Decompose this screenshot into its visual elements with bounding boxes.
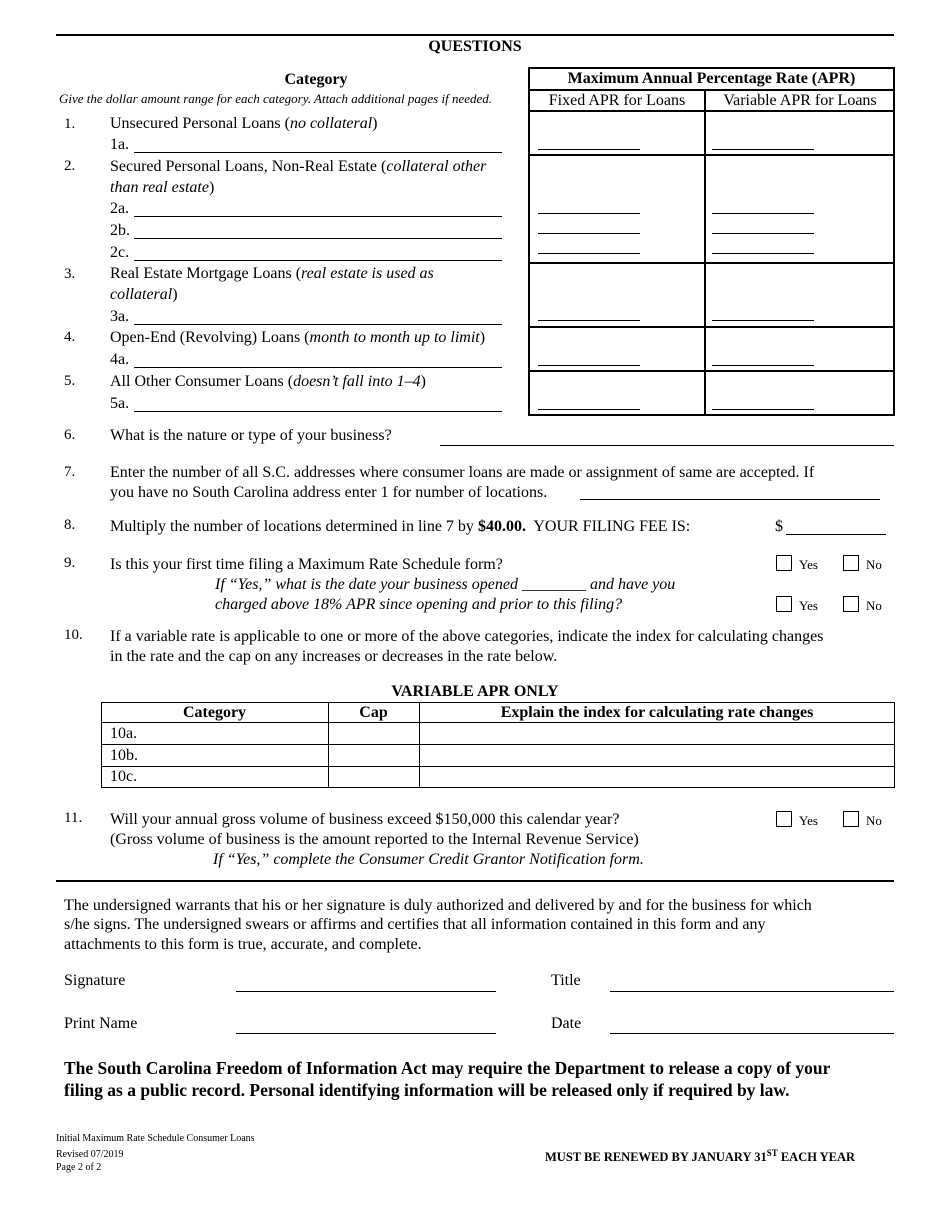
q1a-field[interactable]: [134, 152, 502, 153]
q2b-field[interactable]: [134, 238, 502, 239]
signature-field[interactable]: [236, 991, 496, 992]
locations-count-field[interactable]: [580, 499, 880, 500]
q2a-field[interactable]: [134, 216, 502, 217]
q2-label-italic2: than real estate: [110, 179, 209, 196]
apr-variable-2a[interactable]: [712, 213, 814, 214]
foia-line2: filing as a public record. Personal identifying information will be released only if required by law.: [64, 1080, 790, 1100]
renewal-sup: ST: [766, 1148, 778, 1158]
q8-amount: $40.00.: [477, 518, 526, 535]
apr-row-rule: [528, 326, 895, 328]
q8-number: 8.: [64, 517, 76, 533]
footer-form-name: Initial Maximum Rate Schedule Consumer Loans: [56, 1133, 255, 1144]
q9-yes-label: Yes: [799, 557, 818, 572]
apr-row-rule: [528, 154, 895, 156]
apr-fixed-5a[interactable]: [538, 409, 640, 410]
q8-label: Multiply the number of locations determined in line 7 by: [110, 518, 478, 535]
apr-variable-3a[interactable]: [712, 320, 814, 321]
apr-fixed-4a[interactable]: [538, 365, 640, 366]
q2-text-line2: [110, 178, 214, 198]
var-row-rule: [101, 744, 895, 745]
signature-label: Signature: [64, 972, 126, 989]
apr-table: [528, 67, 895, 416]
q3-label-end: ): [172, 286, 178, 303]
date-label: Date: [551, 1015, 582, 1032]
q5a-field[interactable]: [134, 411, 502, 412]
q9-no-checkbox[interactable]: [843, 555, 859, 571]
q10-line1: If a variable rate is applicable to one or more of the above categories, indicate the index for calculating changes: [110, 628, 824, 645]
q4-label-italic: month to month up to limit: [309, 329, 480, 346]
variable-apr-header: Variable APR for Loans: [723, 92, 877, 109]
var-row-10a: 10a.: [110, 725, 138, 742]
q2-text: [110, 157, 486, 177]
q3-number: 3.: [64, 266, 76, 282]
q5-label: All Other Consumer Loans (: [110, 373, 294, 390]
q9b-no-label: No: [866, 598, 882, 613]
q5-text: [110, 372, 426, 392]
q2c-label: 2c.: [110, 244, 130, 261]
apr-row-rule: [528, 262, 895, 264]
q4a-label: 4a.: [110, 351, 130, 368]
q4-text: [110, 328, 485, 348]
q9b-yes-label: Yes: [799, 598, 818, 613]
apr-variable-5a[interactable]: [712, 409, 814, 410]
q5-number: 5.: [64, 373, 76, 389]
apr-header: Maximum Annual Percentage Rate (APR): [567, 70, 856, 87]
apr-variable-4a[interactable]: [712, 365, 814, 366]
q2-label-italic: collateral other: [386, 158, 487, 175]
warrant-line1: The undersigned warrants that his or her signature is duly authorized and delivered by and for the business for which: [64, 897, 812, 914]
q5-label-italic: doesn’t fall into 1–4: [293, 373, 421, 390]
q2-label: Secured Personal Loans, Non-Real Estate (: [110, 158, 387, 175]
q10-number: 10.: [64, 627, 83, 643]
q1-number: 1.: [64, 116, 76, 132]
category-header: Category: [284, 71, 348, 88]
q8-fee-label: YOUR FILING FEE IS:: [525, 518, 691, 535]
q2-label-end: ): [208, 179, 215, 196]
filing-fee-field[interactable]: [786, 534, 886, 535]
q9-sub1: If “Yes,” what is the date your business opened ________ and have you: [215, 576, 676, 593]
var-row-10b: 10b.: [110, 747, 138, 764]
q3a-field[interactable]: [134, 324, 502, 325]
q10-line2: in the rate and the cap on any increases or decreases in the rate below.: [110, 648, 558, 665]
q2-number: 2.: [64, 158, 76, 174]
apr-fixed-1a[interactable]: [538, 149, 640, 150]
footer-page: Page 2 of 2: [56, 1162, 102, 1173]
fee-dollar-sign: $: [775, 518, 783, 535]
q3-label: Real Estate Mortgage Loans (: [110, 265, 302, 282]
q9b-yes-checkbox[interactable]: [776, 596, 792, 612]
q8-text: [110, 517, 690, 537]
print-name-label: Print Name: [64, 1015, 138, 1032]
q11-no-checkbox[interactable]: [843, 811, 859, 827]
q11-line2: (Gross volume of business is the amount reported to the Internal Revenue Service): [110, 831, 639, 848]
q1-label: Unsecured Personal Loans (: [110, 115, 290, 132]
var-header-category: Category: [182, 704, 247, 721]
q1-label-end: ): [372, 115, 378, 132]
fixed-apr-header: Fixed APR for Loans: [548, 92, 686, 109]
apr-row-rule: [528, 110, 895, 112]
q7-number: 7.: [64, 464, 76, 480]
page-title: QUESTIONS: [428, 38, 522, 55]
q9b-no-checkbox[interactable]: [843, 596, 859, 612]
q2a-label: 2a.: [110, 200, 130, 217]
q1a-label: 1a.: [110, 136, 130, 153]
apr-variable-2c[interactable]: [712, 253, 814, 254]
q7-line1: Enter the number of all S.C. addresses where consumer loans are made or assignment of same are accepted. If: [110, 464, 815, 481]
q3a-label: 3a.: [110, 308, 130, 325]
q11-yes-checkbox[interactable]: [776, 811, 792, 827]
q4-number: 4.: [64, 329, 76, 345]
q1-text: [110, 114, 378, 134]
q9-sub2: charged above 18% APR since opening and prior to this filing?: [215, 596, 623, 613]
q4a-field[interactable]: [134, 367, 502, 368]
q9-text: Is this your first time filing a Maximum Rate Schedule form?: [110, 556, 503, 573]
apr-variable-2b[interactable]: [712, 233, 814, 234]
q9-number: 9.: [64, 555, 76, 571]
apr-fixed-2c[interactable]: [538, 253, 640, 254]
renewal-text: MUST BE RENEWED BY JANUARY 31: [545, 1150, 767, 1165]
q3-label-italic: real estate is used as: [301, 265, 434, 282]
var-row-rule: [101, 766, 895, 767]
apr-variable-1a[interactable]: [712, 149, 814, 150]
top-rule: [56, 34, 894, 36]
q6-number: 6.: [64, 427, 76, 443]
variable-table-title: VARIABLE APR ONLY: [391, 683, 559, 700]
q9-yes-checkbox[interactable]: [776, 555, 792, 571]
var-row-10c: 10c.: [110, 768, 138, 785]
q4-label-end: ): [479, 329, 486, 346]
var-header-index: Explain the index for calculating rate changes: [500, 704, 814, 721]
section-divider: [56, 880, 894, 882]
q11-line1: Will your annual gross volume of business exceed $150,000 this calendar year?: [110, 811, 620, 828]
apr-fixed-3a[interactable]: [538, 320, 640, 321]
renewal-notice: [545, 1145, 855, 1165]
q11-yes-label: Yes: [799, 813, 818, 828]
q11-line3: If “Yes,” complete the Consumer Credit Grantor Notification form.: [213, 851, 644, 868]
renewal-text-end: EACH YEAR: [777, 1150, 856, 1165]
q7-line2: you have no South Carolina address enter 1 for number of locations.: [110, 484, 548, 501]
apr-row-rule: [528, 370, 895, 372]
q4-label: Open-End (Revolving) Loans (: [110, 329, 310, 346]
q11-number: 11.: [64, 810, 83, 826]
footer-revised: Revised 07/2019: [56, 1149, 124, 1160]
q1-label-italic: no collateral: [289, 115, 373, 132]
q3-text: [110, 264, 434, 284]
category-note: Give the dollar amount range for each category. Attach additional pages if needed.: [59, 91, 493, 106]
q5-label-end: ): [420, 373, 426, 390]
q3-text-line2: [110, 285, 178, 305]
q9-no-label: No: [866, 557, 882, 572]
q2c-field[interactable]: [134, 260, 502, 261]
apr-divider: [704, 89, 706, 416]
title-field[interactable]: [610, 991, 894, 992]
warrant-line3: attachments to this form is true, accurate, and complete.: [64, 936, 422, 953]
apr-fixed-2b[interactable]: [538, 233, 640, 234]
foia-line1: The South Carolina Freedom of Information Act may require the Department to release a copy of your: [64, 1058, 831, 1078]
warrant-line2: s/he signs. The undersigned swears or affirms and certifies that all information contained in this form and any: [64, 916, 766, 933]
q6-text: What is the nature or type of your business?: [110, 427, 392, 444]
q3-label-italic2: collateral: [110, 286, 173, 303]
q2b-label: 2b.: [110, 222, 130, 239]
q5a-label: 5a.: [110, 395, 130, 412]
q11-no-label: No: [866, 813, 882, 828]
apr-fixed-2a[interactable]: [538, 213, 640, 214]
date-field[interactable]: [610, 1033, 894, 1034]
print-name-field[interactable]: [236, 1033, 496, 1034]
title-label: Title: [551, 972, 581, 989]
business-type-field[interactable]: [440, 445, 894, 446]
var-header-cap: Cap: [359, 704, 388, 721]
